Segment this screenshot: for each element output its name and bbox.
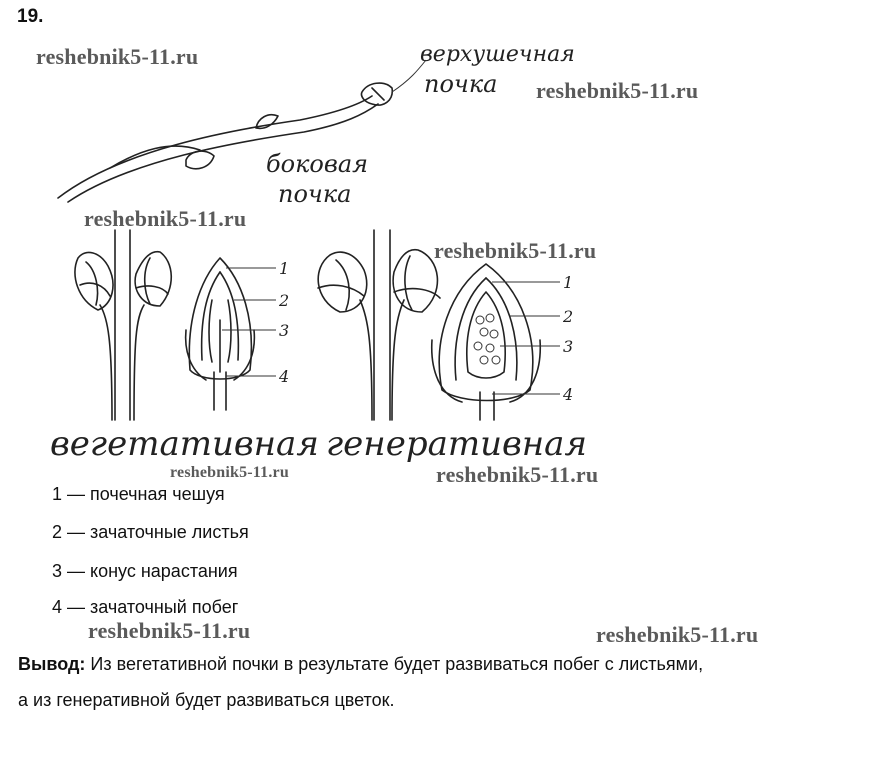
generative-twig-drawing [318, 230, 440, 420]
legend-item-2: 2 — зачаточные листья [52, 522, 249, 542]
branch-drawing [58, 60, 426, 202]
lateral-bud-label-line2: почка [278, 180, 352, 208]
watermark: reshebnik5-11.ru [536, 78, 699, 103]
gen-label-3: 3 [563, 337, 574, 356]
vegetative-twig-drawing [75, 230, 171, 420]
vegetative-caption: вегетативная [50, 424, 319, 464]
watermark: reshebnik5-11.ru [170, 464, 289, 481]
conclusion-line1: Из вегетативной почки в результате будет развиваться побег с листьями, [85, 654, 704, 674]
legend-item-1: 1 — почечная чешуя [52, 484, 225, 504]
legend-item-3: 3 — конус нарастания [52, 561, 238, 581]
conclusion-label: Вывод: [18, 654, 86, 674]
watermark: reshebnik5-11.ru [88, 618, 251, 643]
task-number: 19. [17, 6, 44, 27]
watermark: reshebnik5-11.ru [596, 622, 759, 647]
watermark: reshebnik5-11.ru [436, 462, 599, 487]
legend-item-4: 4 — зачаточный побег [52, 597, 239, 617]
watermark: reshebnik5-11.ru [84, 206, 247, 231]
gen-label-1: 1 [563, 273, 574, 292]
conclusion [18, 646, 703, 718]
vegetative-section-drawing [186, 258, 276, 410]
veg-label-3: 3 [279, 321, 290, 340]
watermark: reshebnik5-11.ru [434, 238, 597, 263]
veg-label-1: 1 [279, 259, 290, 278]
gen-label-2: 2 [563, 307, 574, 326]
generative-section-drawing [432, 264, 560, 420]
apical-bud-label-line2: почка [424, 70, 498, 98]
apical-bud-label-line1: верхушечная [420, 42, 575, 67]
conclusion-line2: а из генеративной будет развиваться цветок. [18, 690, 395, 710]
lateral-bud-label-line1: боковая [266, 150, 369, 178]
generative-caption: генеративная [326, 424, 587, 464]
veg-label-2: 2 [279, 291, 290, 310]
watermark: reshebnik5-11.ru [36, 44, 199, 69]
veg-label-4: 4 [279, 367, 290, 386]
gen-label-4: 4 [563, 385, 574, 404]
